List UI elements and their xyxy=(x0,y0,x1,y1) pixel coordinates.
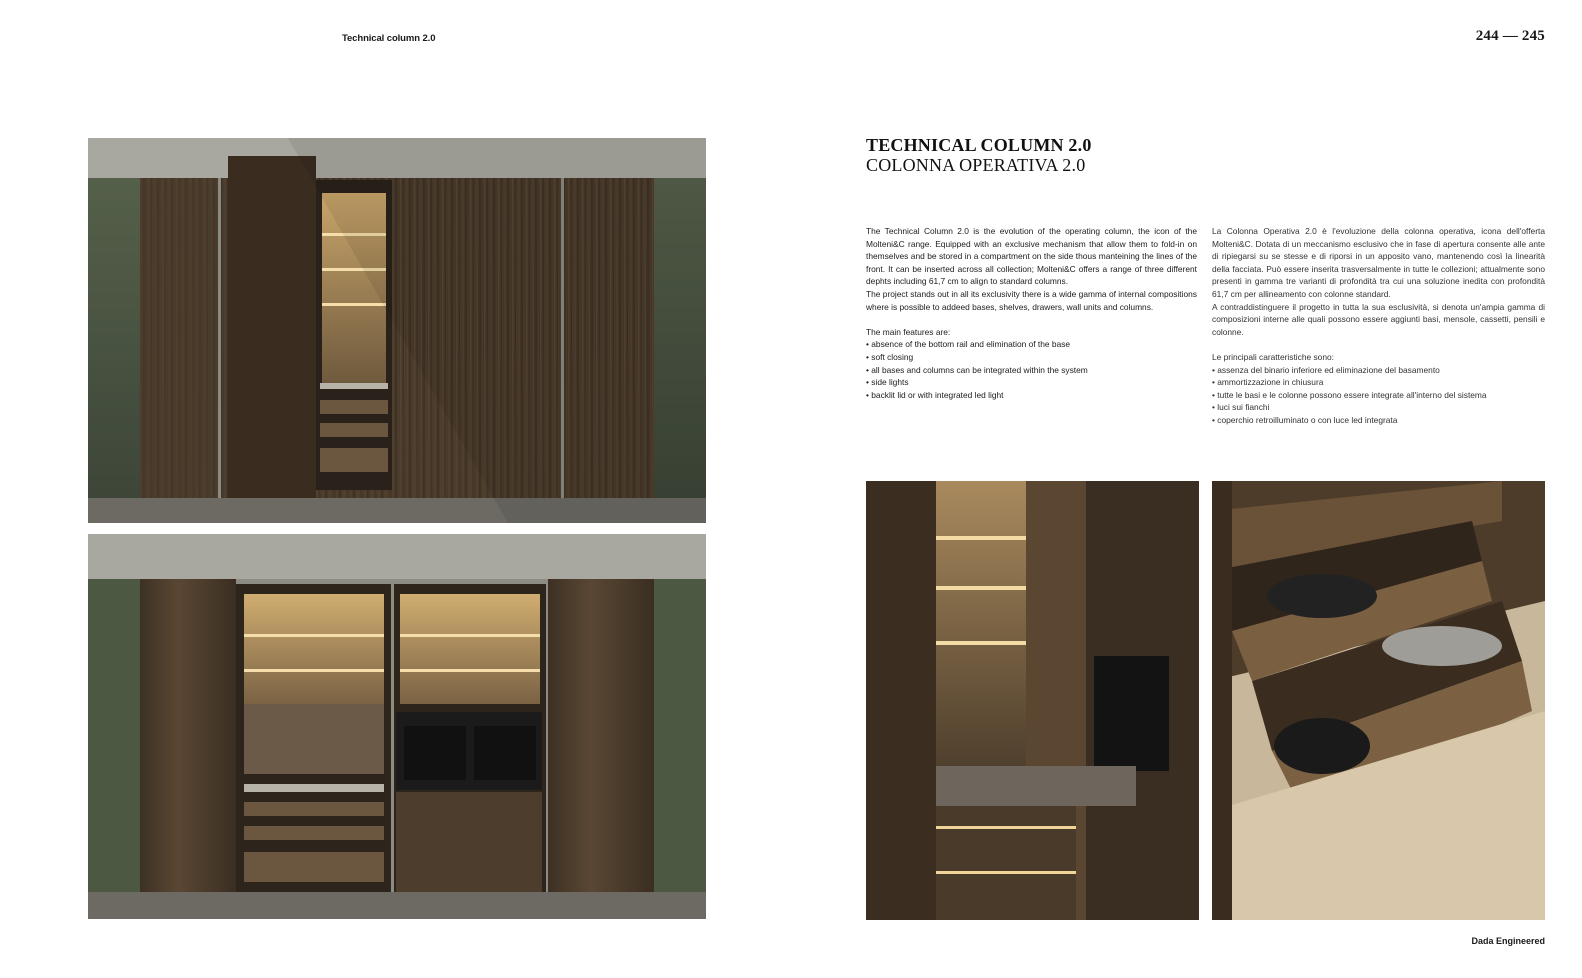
features-list xyxy=(866,338,1197,401)
paragraph: La Colonna Operativa 2.0 è l'evoluzione della colonna operativa, icona dell'offerta Molteni&C. Dotata di un meccanismo esclusivo che in fase di apertura consente alle ante di ripiegarsi su se stesse e di riporsi in un apposito vano, mantenendo così la linearità della facciata. Può essere inserita trasversalmente in tutte le collezioni; attualmente sono presenti in gamma tre varianti di profondità tra cui una soluzione inedita con profondità 61,7 cm per allineamento con colonne standard. xyxy=(1212,226,1545,299)
photo-column-fully-open xyxy=(88,534,706,919)
features-heading: The main features are: xyxy=(866,326,951,337)
title-english: TECHNICAL COLUMN 2.0 xyxy=(866,135,1092,155)
list-item: • side lights xyxy=(866,376,1197,389)
list-item: • soft closing xyxy=(866,351,1197,364)
paragraph: A contraddistinguere il progetto in tutta la sua esclusività, si denota un'ampia gamma di composizioni interne alle quali possono essere aggiunti basi, mensole, cassetti, pensili e colonne. xyxy=(1212,301,1545,337)
list-item: • assenza del binario inferiore ed eliminazione del basamento xyxy=(1212,364,1545,377)
title-block xyxy=(866,135,1092,175)
list-item: • backlit lid or with integrated led light xyxy=(866,389,1197,402)
features-heading: Le principali caratteristiche sono: xyxy=(1212,351,1334,362)
paragraph: The project stands out in all its exclusivity there is a wide gamma of internal compositions where is possible to addeed bases, shelves, drawers, wall units and columns. xyxy=(866,288,1197,312)
page-numbers: 244 — 245 xyxy=(1475,28,1545,44)
running-title: Technical column 2.0 xyxy=(342,33,436,44)
title-italian: COLONNA OPERATIVA 2.0 xyxy=(866,155,1086,175)
list-item: • tutte le basi e le colonne possono essere integrate all'interno del sistema xyxy=(1212,389,1545,402)
list-item: • coperchio retroilluminato o con luce led integrata xyxy=(1212,414,1545,427)
list-item: • all bases and columns can be integrated within the system xyxy=(866,364,1197,377)
features-list xyxy=(1212,364,1545,427)
list-item: • luci sui fianchi xyxy=(1212,401,1545,414)
photo-interior-detail xyxy=(866,481,1199,920)
text-column-english xyxy=(866,225,1197,401)
footer-brand: Dada Engineered xyxy=(1471,936,1545,946)
text-column-italian xyxy=(1212,225,1545,427)
list-item: • ammortizzazione in chiusura xyxy=(1212,376,1545,389)
photo-drawers-detail xyxy=(1212,481,1545,920)
photo-column-partially-open xyxy=(88,138,706,523)
list-item: • absence of the bottom rail and elimination of the base xyxy=(866,338,1197,351)
paragraph: The Technical Column 2.0 is the evolution of the operating column, the icon of the Molteni&C range. Equipped with an exclusive mechanism that allow them to fold-in on themselves and be stored in a compartment on the side thous manteining the lines of the front. It can be inserted across all collection; Molteni&C offers a range of three different dephts including 61,7 cm to align to standard columns. xyxy=(866,226,1197,287)
